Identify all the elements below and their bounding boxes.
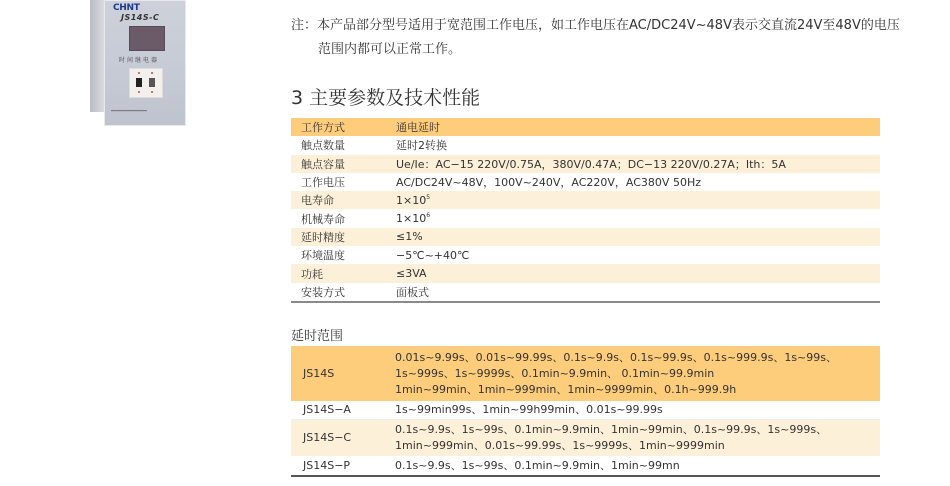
param-value (396, 264, 880, 282)
param-key: 触点容量 (291, 155, 396, 173)
range-values (395, 401, 880, 420)
range-line: 0.01s~9.99s、0.01s~99.99s、0.1s~9.9s、0.1s~99.9s、0.1s~999.9s、1s~99s、 (395, 350, 837, 364)
param-row (291, 209, 880, 227)
product-display (129, 26, 165, 51)
range-model: JS14S−A (291, 401, 395, 420)
param-key: 触点数量 (301, 139, 345, 153)
param-row (291, 283, 880, 302)
param-value (396, 191, 880, 209)
param-value (396, 173, 880, 191)
range-line: 1min~999min、0.01s~99.99s、1s~9999s、1min~9999min (395, 439, 725, 452)
product-caption: 时间继电器 (119, 57, 160, 64)
range-row (291, 420, 880, 457)
range-row (291, 401, 880, 420)
param-row (291, 155, 880, 173)
product-image (90, 0, 190, 128)
product-brand-logo: CHNT (113, 3, 140, 13)
range-row (291, 346, 880, 401)
delay-range-table (291, 346, 880, 477)
note-line-1: 注：本产品部分型号适用于宽范围工作电压，如工作电压在AC/DC24V~48V表示交直流24V至48V的电压 (291, 18, 900, 33)
param-key: 工作电压 (301, 176, 345, 190)
param-value-text: Ue/Ie：AC−15 220V/0.75A，380V/0.47A；DC−13 220V/0.27A；Ith：5A (396, 157, 786, 171)
product-dial-switch (129, 68, 163, 98)
param-key: 环境温度 (301, 249, 345, 263)
range-model: JS14S−C (291, 420, 395, 457)
range-values (395, 346, 880, 401)
range-model: JS14S−P (291, 456, 395, 476)
range-values (395, 420, 880, 457)
range-row (291, 456, 880, 476)
param-key: 机械寿命 (301, 212, 345, 226)
param-value (396, 136, 880, 154)
param-value (396, 283, 880, 302)
section-title: 3 主要参数及技术性能 (291, 87, 481, 109)
param-value-text: ≤3VA (396, 267, 427, 281)
param-key: 功耗 (291, 264, 396, 282)
param-value-text: AC/DC24V~48V，100V~240V，AC220V，AC380V 50Hz (396, 176, 701, 190)
range-model: JS14S (291, 346, 395, 401)
param-exponent: 5 (426, 193, 431, 201)
product-model-label: JS14S-C (121, 13, 160, 22)
note-line-2: 范围内都可以正常工作。 (318, 42, 462, 57)
range-line: 0.1s~9.9s、1s~99s、0.1min~9.9min、1min~99min、0.1s~99.9s、1s~999s、 (395, 423, 828, 436)
voltage-note (291, 14, 900, 62)
param-value (396, 118, 880, 136)
param-value (396, 209, 880, 227)
param-value-text: ≤1% (396, 230, 423, 244)
range-values (395, 456, 880, 476)
range-line: 1s~999s、1s~9999s、0.1min~9.9min、 0.1min~99.9min (395, 366, 715, 380)
param-row (291, 173, 880, 191)
param-row (291, 118, 880, 136)
param-row (291, 246, 880, 264)
range-line: 1s~99min99s、1min~99h99min、0.01s~99.99s (395, 403, 663, 416)
param-value (396, 246, 880, 264)
params-table (291, 118, 880, 303)
product-side-panel (90, 0, 104, 112)
param-value-text: −5℃~+40℃ (396, 248, 470, 262)
param-value-text: 通电延时 (396, 121, 440, 135)
param-value-text: 延时2转换 (396, 139, 447, 153)
param-value (396, 228, 880, 246)
param-exponent: 6 (426, 212, 431, 220)
product-footer-text: ━━━━━━━━━━━━━━━━━ (111, 109, 147, 113)
range-line: 1min~99min、1min~999min、1min~9999min、0.1h~999.9h (395, 382, 737, 396)
param-value-text: 1×10 (396, 193, 427, 207)
param-row (291, 228, 880, 246)
param-row (291, 264, 880, 282)
param-key: 延时精度 (291, 228, 396, 246)
delay-range-title: 延时范围 (291, 329, 344, 344)
param-value-text: 面板式 (396, 285, 429, 299)
range-line: 0.1s~9.9s、1s~99s、0.1min~9.9min、1min~99mn (395, 458, 680, 472)
param-key: 电寿命 (291, 191, 396, 209)
product-front-panel (104, 0, 186, 126)
param-key: 安装方式 (291, 283, 396, 302)
param-key: 工作方式 (291, 118, 396, 136)
param-value-text: 1×10 (396, 212, 427, 226)
param-row (291, 191, 880, 209)
param-row (291, 136, 880, 154)
param-value (396, 155, 880, 173)
